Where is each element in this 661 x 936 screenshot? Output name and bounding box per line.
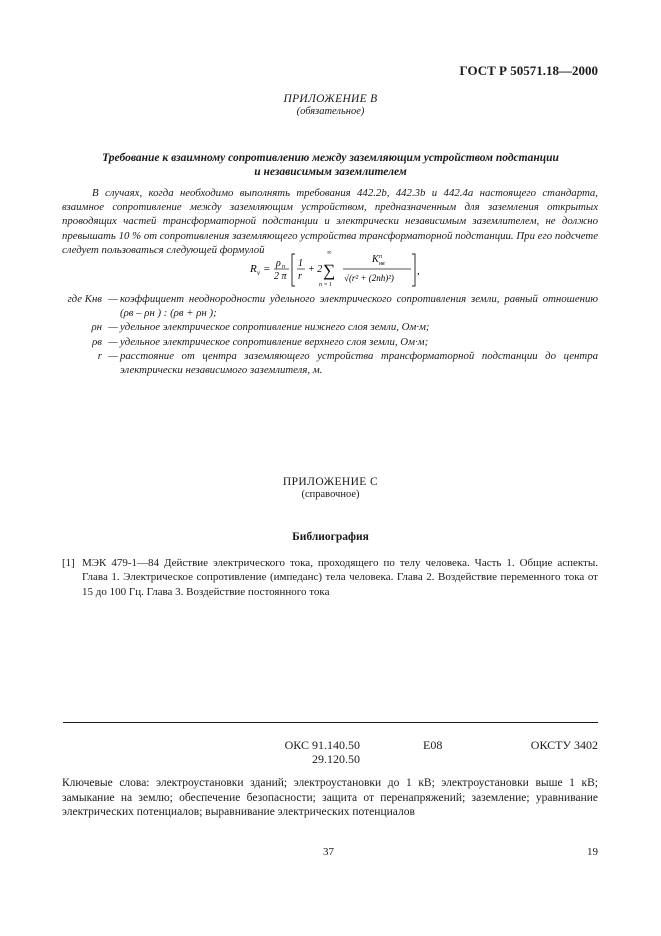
- definition-text: расстояние от центра заземляющего устройства трансформаторной подстанции до центра электрически независимого заземлителя, м.: [120, 349, 598, 377]
- oks-code-1: ОКС 91.140.50: [284, 738, 360, 752]
- appendix-b-heading: [60, 151, 601, 179]
- classification-code: Е08: [423, 738, 443, 752]
- definition-row: [62, 320, 598, 334]
- definition-dash: —: [108, 293, 118, 305]
- bracket-left: [292, 254, 295, 286]
- appendix-b-status: (обязательное): [296, 106, 365, 117]
- heading-line-1: Требование к взаимному сопротивлению между заземляющим устройством подстанции: [102, 152, 559, 164]
- bibliography-number: [1]: [62, 557, 75, 569]
- formula-lhs-sub: v: [257, 269, 261, 277]
- standard-designation: ГОСТ Р 50571.18—2000: [459, 63, 598, 78]
- definition-row: [62, 292, 598, 320]
- formula-two-pi: 2 π: [274, 271, 287, 282]
- definition-symbol: r: [97, 349, 102, 362]
- resistance-formula: [245, 248, 445, 292]
- formula-k-sub: нв: [379, 261, 385, 267]
- bibliography-title: Библиография: [292, 531, 369, 543]
- formula-denominator: √(r² + (2nh)²): [344, 273, 394, 283]
- keywords: Ключевые слова: электроустановки зданий; электроустановки до 1 кВ; электроустановки выше 1 кВ; замыкание на землю; обеспечение безопасности; защита от перенапряжений; заземление; уравнивание электрических потенциалов; выравнивание электрических потенциалов: [62, 777, 598, 818]
- definition-text: коэффициент неоднородности удельного электрического сопротивления земли, равный отношению (ρв – ρн ) : (ρв + ρн );: [120, 293, 598, 320]
- formula-equals: =: [263, 263, 271, 275]
- symbol-definitions: [62, 292, 598, 377]
- formula-trail: ,: [417, 265, 420, 277]
- definition-symbol: ρв: [92, 335, 102, 348]
- formula-one: 1: [298, 258, 303, 269]
- formula-k: K: [372, 254, 379, 265]
- definition-text: удельное электрическое сопротивление верхнего слоя земли, Ом·м;: [120, 335, 429, 348]
- definition-dash: —: [108, 335, 118, 348]
- page-number-center: 37: [323, 846, 334, 858]
- appendix-c-status: (справочное): [301, 489, 360, 500]
- heading-line-2: и независимым заземлителем: [254, 166, 407, 178]
- sum-lower-limit: n = 1: [319, 282, 333, 288]
- formula-rho-sub: n: [282, 264, 285, 270]
- appendix-c-title: ПРИЛОЖЕНИЕ С: [282, 476, 379, 488]
- appendix-b-title: ПРИЛОЖЕНИЕ В: [283, 93, 378, 105]
- footer-divider: [63, 722, 598, 723]
- formula-rho: ρ: [276, 258, 281, 269]
- page-number-right: 19: [587, 846, 598, 858]
- requirement-paragraph: В случаях, когда необходимо выполнять требования 442.2b, 442.3b и 442.4a настоящего стандарта, взаимное сопротивление между заземляющим устройством, предназначенным для заземления открытых проводящих частей трансформаторной подстанции и электрически независимым заземлителем, не должно превышать 10 % от сопротивления заземляющего устройства трансформаторной подстанции. При его подсчете следует пользоваться следующей формулой: [62, 187, 598, 256]
- definition-dash: —: [108, 321, 118, 334]
- formula-lhs: R: [250, 263, 257, 275]
- formula-plus-two: + 2: [308, 264, 323, 275]
- bibliography-item: [62, 556, 598, 599]
- definition-symbol: где Kнв: [67, 293, 102, 305]
- definition-symbol: ρн: [91, 321, 102, 334]
- sum-upper-limit: ∞: [327, 250, 332, 256]
- definition-row: [62, 335, 598, 349]
- formula-k-sup: n: [379, 254, 382, 260]
- formula-r: r: [298, 271, 302, 282]
- bibliography-text: МЭК 479-1—84 Действие электрического тока, проходящего по телу человека. Часть 1. Общие аспекты. Глава 1. Электрическое сопротивление (импеданс) тела человека. Глава 2. Воздействие переменного тока от 15 до 100 Гц. Глава 3. Воздействие постоянного тока: [82, 557, 598, 598]
- sum-sign: ∑: [323, 261, 336, 280]
- okstu-code: ОКСТУ 3402: [530, 738, 598, 752]
- bracket-right: [412, 254, 415, 286]
- definition-text: удельное электрическое сопротивление нижнего слоя земли, Ом·м;: [120, 321, 430, 334]
- definition-dash: —: [108, 349, 118, 362]
- definition-row: [62, 349, 598, 377]
- oks-codes: [248, 738, 360, 766]
- oks-code-2: 29.120.50: [312, 752, 360, 766]
